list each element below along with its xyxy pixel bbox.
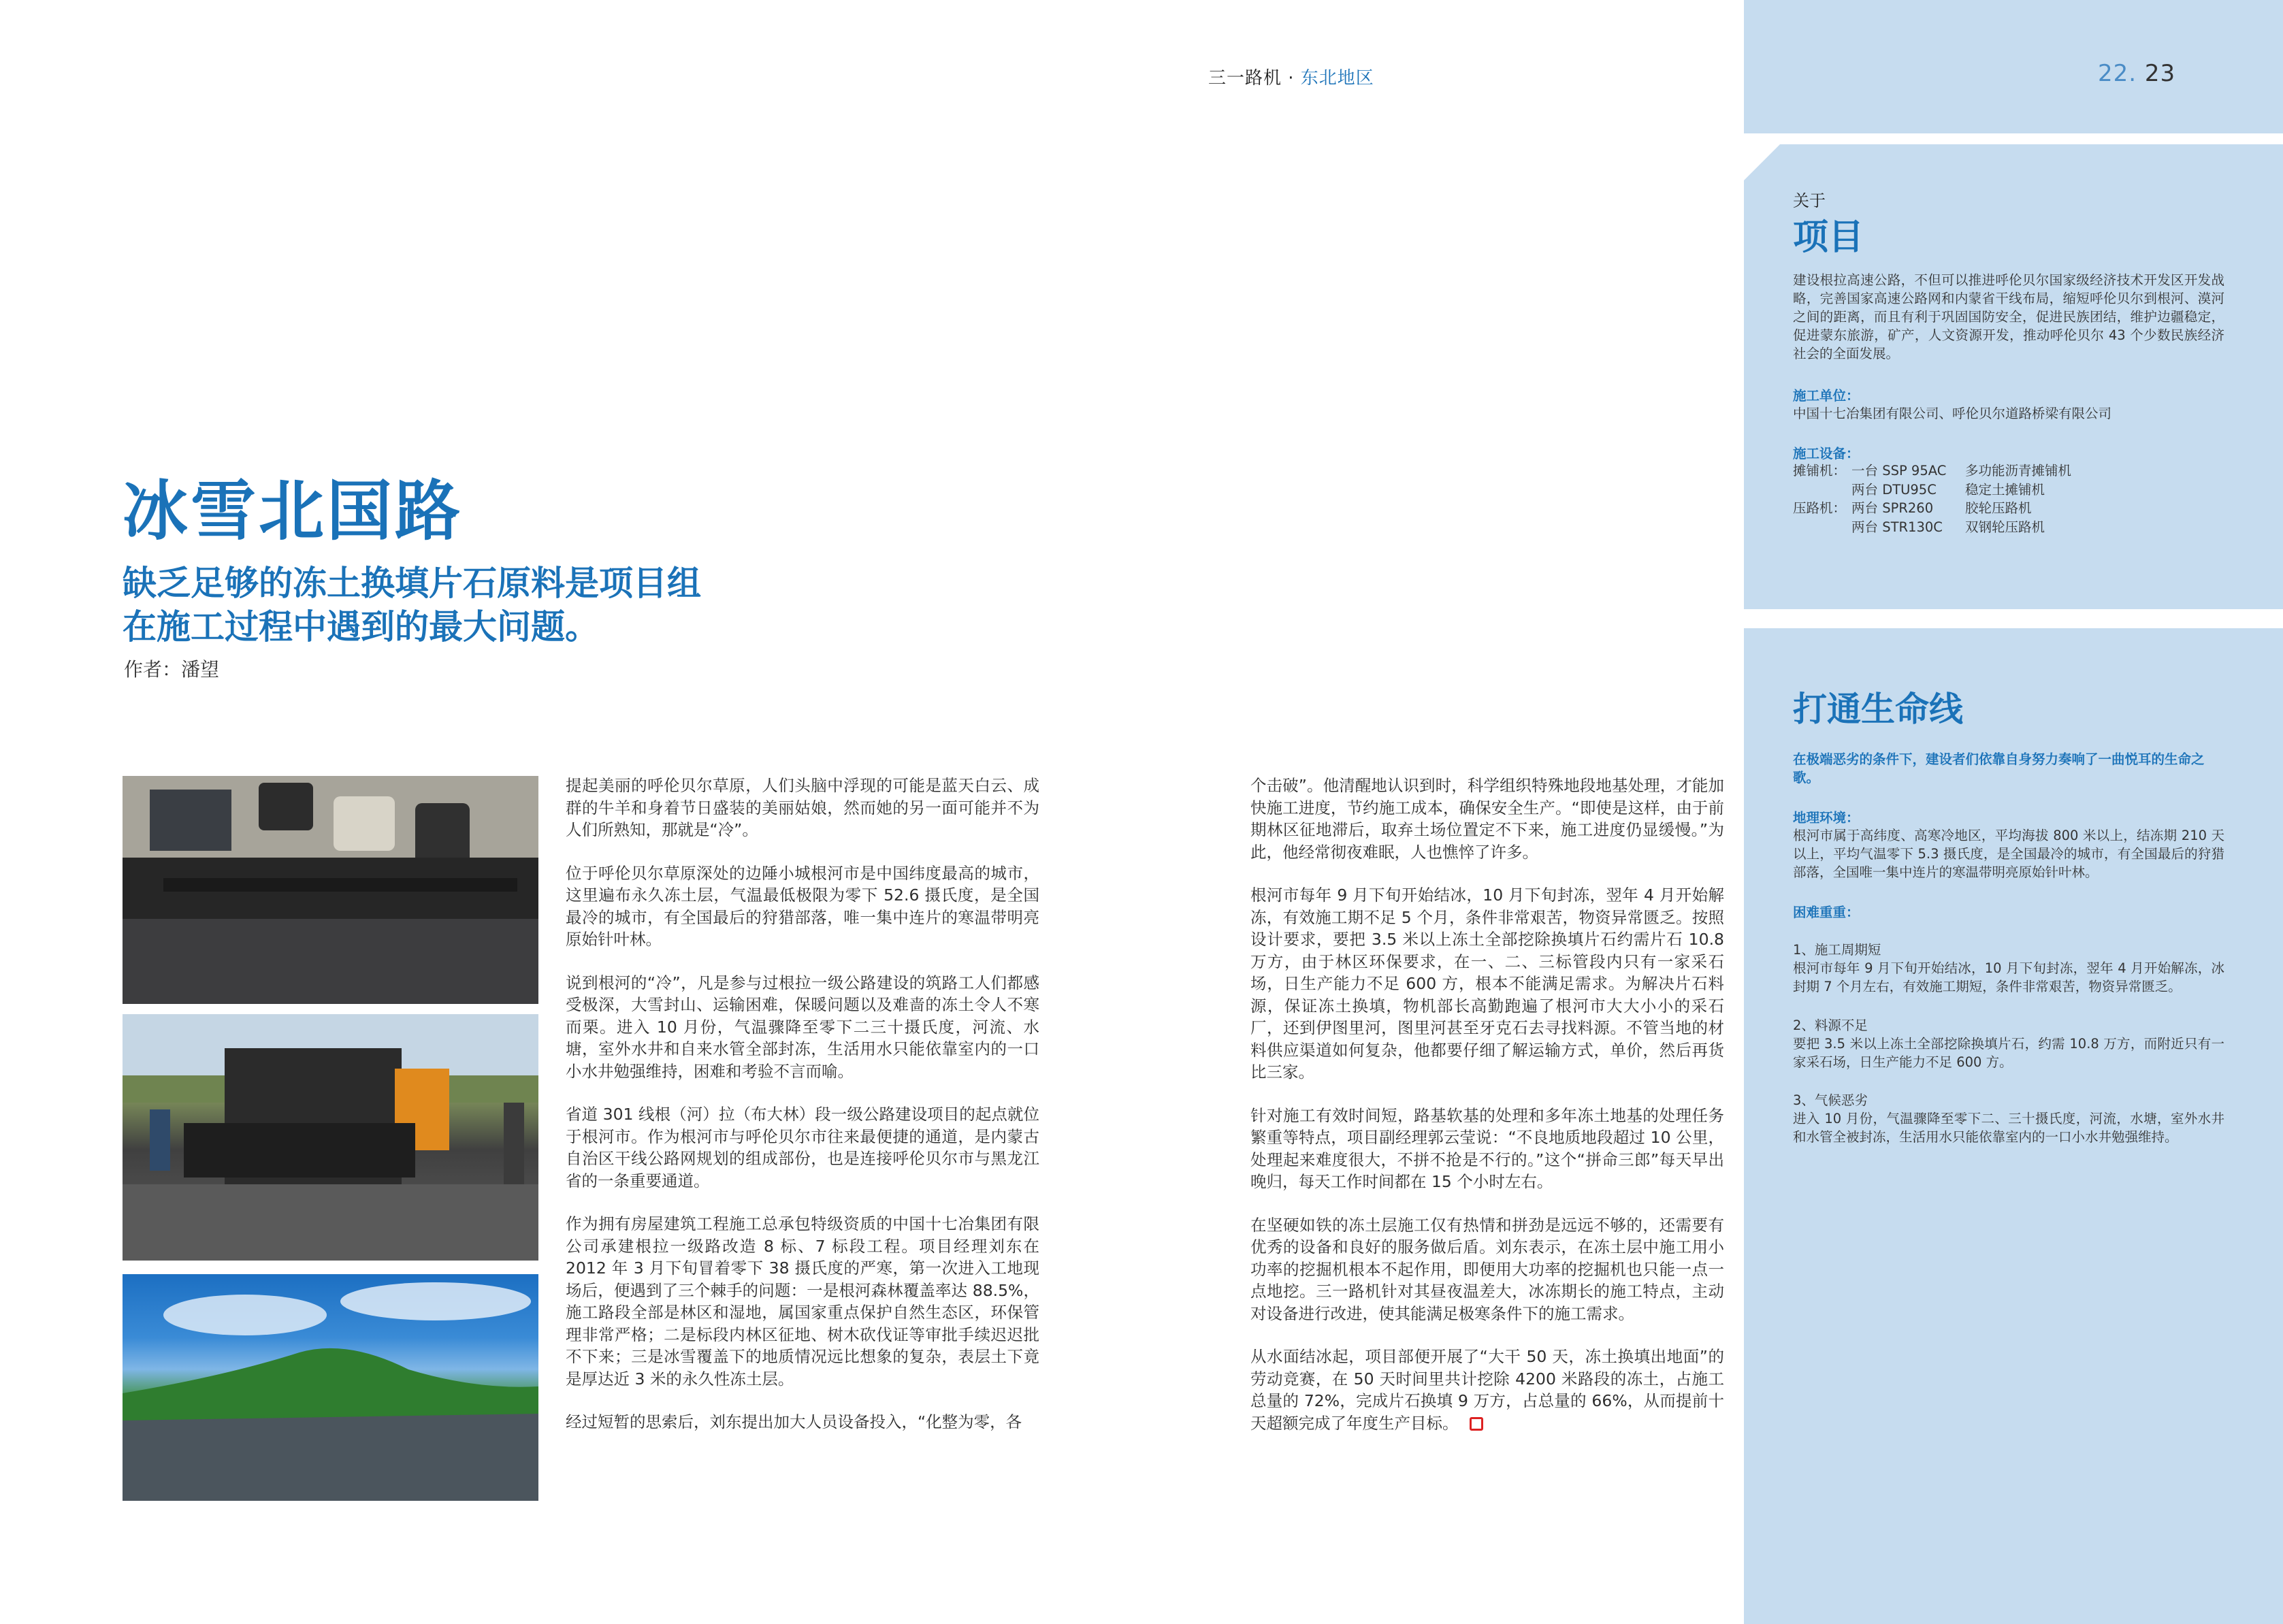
paragraph: 位于呼伦贝尔草原深处的边陲小城根河市是中国纬度最高的城市，这里遍布永久冻土层，气温最低极限为零下 52.6 摄氏度，是全国最冷的城市，有全国最后的狩猎部落，唯一集中连片的寒温带明亮原始针叶林。 [566, 863, 1039, 949]
article-title: 冰雪北国路 [123, 473, 463, 549]
end-mark-icon [1470, 1417, 1483, 1431]
equipment-models [1851, 461, 1946, 536]
paragraph: 作为拥有房屋建筑工程施工总承包特级资质的中国十七冶集团有限公司承建根拉一级路改造 8 标、7 标段工程。项目经理刘东在 2012 年 3 月下旬冒着零下 38 摄氏度的严寒，第一次进入工地现场后，便遇到了三个棘手的问题：一是根河森林覆盖率达 88.5%，施工路段全部是林区和湿地，属国家重点保护自然生态区，环保管理非常严格；二是标段内林区征地、树木砍伐证等审批手续迟迟批不下来；三是冰雪覆盖下的地质情况远比想象的复杂，表层土下竟是厚达近 3 米的永久性冻土层。 [566, 1214, 1039, 1388]
equipment-category: 摊铺机： [1793, 463, 1847, 478]
geo-label: 地理环境： [1793, 810, 1860, 826]
page-number-left: 22. [2098, 60, 2137, 87]
equipment-label: 施工设备： [1793, 446, 1860, 461]
equipment-model: 一台 SSP 95AC [1851, 463, 1947, 478]
paragraph: 说到根河的“冷”，凡是参与过根拉一级公路建设的筑路工人们都感受极深，大雪封山、运输困难，保暖问题以及难啬的冻土令人不寒而栗。进入 10 月份，气温骤降至零下二三十摄氏度，河流、水塘，室外水井和自来水管全部封冻，生活用水只能依靠室内的一口小水井勉强维持，困难和考验不言而喻。 [566, 973, 1039, 1081]
panel-notch [1743, 144, 1780, 181]
difficulty-1-text: 根河市每年 9 月下旬开始结冰，10 月下旬封冻，翌年 4 月开始解冻，冰封期 7 个月左右，有效施工期短，条件非常艰苦，物资异常匮乏。 [1793, 960, 2224, 994]
page-number-right: 23 [2144, 60, 2176, 87]
difficulty-label: 困难重重： [1793, 905, 1860, 920]
contractor-text: 中国十七冶集团有限公司、呼伦贝尔道路桥梁有限公司 [1793, 406, 2112, 421]
sidebar-top-strip [1744, 0, 2283, 133]
photo-grassland-road [123, 1274, 538, 1501]
difficulty-2-text: 要把 3.5 米以上冻土全部挖除换填片石，约需 10.8 万方，而附近只有一家采石场，日生产能力不足 600 方。 [1793, 1036, 2224, 1070]
difficulty-3-title: 3、气候恶劣 [1793, 1092, 1868, 1108]
body-column-2 [1250, 775, 1724, 1455]
difficulty-1-title: 1、施工周期短 [1793, 942, 1881, 958]
lifeline-lead: 在极端恶劣的条件下，建设者们依靠自身努力奏响了一曲悦耳的生命之歌。 [1793, 751, 2205, 785]
equipment-descriptions [1965, 461, 2071, 536]
equipment-categories [1793, 461, 1846, 536]
sidebar-about-text: 建设根拉高速公路，不但可以推进呼伦贝尔国家级经济技术开发区开发战略，完善国家高速公路网和内蒙省干线布局，缩短呼伦贝尔到根河、漠河之间的距离，而且有利于巩固国防安全，促进民族团结，维护边疆稳定，促进蒙东旅游，矿产，人文资源开发，推动呼伦贝尔 43 个少数民族经济社会的全面发展。 [1793, 272, 2224, 361]
paragraph: 个击破”。他清醒地认识到时，科学组织特殊地段地基处理，才能加快施工进度，节约施工成本，确保安全生产。“即使是这样，由于前期林区征地滞后，取弃土场位置定不下来，施工进度仍显缓慢。”为此，他经常彻夜难眠，人也憔悴了许多。 [1250, 776, 1724, 862]
equipment-desc: 胶轮压路机 [1965, 500, 2032, 516]
equipment-desc: 多功能沥青摊铺机 [1965, 463, 2072, 478]
body-column-1 [566, 775, 1039, 1455]
paragraph-last [1250, 1346, 1724, 1434]
difficulty-3-text: 进入 10 月份，气温骤降至零下二、三十摄氏度，河流，水塘，室外水井和水管全被封冻，生活用水只能依靠室内的一口小水井勉强维持。 [1793, 1111, 2224, 1145]
equipment-model: 两台 SPR260 [1851, 500, 1934, 516]
paragraph: 在坚硬如铁的冻土层施工仅有热情和拼劲是远远不够的，还需要有优秀的设备和良好的服务做后盾。刘东表示，在冻土层中施工用小功率的挖掘机根本不起作用，即便用大功率的挖掘机也只能一点一点地挖。三一路机针对其昼夜温差大，冰冻期长的施工特点，主动对设备进行改进，使其能满足极寒条件下的施工需求。 [1250, 1215, 1724, 1323]
equipment-model: 两台 DTU95C [1851, 481, 1937, 498]
article-author: 作者：潘望 [124, 658, 220, 681]
sidebar-about-kicker: 关于 [1793, 191, 1826, 210]
equipment-model: 两台 STR130C [1851, 519, 1943, 535]
difficulty-2-title: 2、料源不足 [1793, 1018, 1868, 1033]
sidebar-about-title: 项目 [1793, 217, 1864, 258]
photo-paver-workers [123, 1014, 538, 1261]
paragraph-text: 从水面结冰起，项目部便开展了“大干 50 天，冻土换填出地面”的劳动竞赛，在 50 天时间里共计挖除 4200 米路段的冻土，占施工总量的 72%，完成片石换填 9 万方，占总量的 66%，从而提前十天超额完成了年度生产目标。 [1250, 1347, 1724, 1433]
equipment-desc: 双钢轮压路机 [1965, 519, 2045, 535]
article-subtitle [123, 562, 762, 649]
paragraph: 针对施工有效时间短，路基软基的处理和多年冻土地基的处理任务繁重等特点，项目副经理郭云莹说：“不良地质地段超过 10 公里，处理起来难度很大，不拼不抢是不行的。”这个“拼命三郎”每天早出晚归，每天工作时间都在 15 个小时左右。 [1250, 1105, 1724, 1191]
running-head [1208, 64, 1374, 89]
paragraph: 经过短暂的思索后，刘东提出加大人员设备投入，“化整为零，各 [566, 1412, 1022, 1431]
section-region: 东北地区 [1300, 68, 1374, 88]
photo-paver-closeup [123, 776, 538, 1004]
page-numbers [2098, 60, 2175, 87]
geo-text: 根河市属于高纬度、高寒冷地区，平均海拔 800 米以上，结冻期 210 天以上，平均气温零下 5.3 摄氏度，是全国最冷的城市，有全国最后的狩猎部落，全国唯一集中连片的寒温带明亮原始针叶林。 [1793, 828, 2224, 880]
paragraph: 省道 301 线根（河）拉（布大林）段一级公路建设项目的起点就位于根河市。作为根河市与呼伦贝尔市往来最便捷的通道，是内蒙古自治区干线公路网规划的组成部份，也是连接呼伦贝尔市与黑龙江省的一条重要通道。 [566, 1105, 1039, 1190]
section-prefix: 三一路机 · [1208, 68, 1301, 88]
paragraph: 提起美丽的呼伦贝尔草原，人们头脑中浮现的可能是蓝天白云、成群的牛羊和身着节日盛装的美丽姑娘，然而她的另一面可能并不为人们所熟知，那就是“冷”。 [566, 776, 1039, 839]
lifeline-title: 打通生命线 [1793, 689, 1963, 729]
subtitle-line-1: 缺乏足够的冻土换填片石原料是项目组 [123, 564, 701, 603]
paragraph: 根河市每年 9 月下旬开始结冰，10 月下旬封冻，翌年 4 月开始解冻，有效施工期不足 5 个月，条件非常艰苦，物资异常匮乏。按照设计要求，要把 3.5 米以上冻土全部挖除换填片石约需片石 10.8 万方，由于林区环保要求，在一、二、三标管段内只有一家采石场，日生产能力不足 600 方，根本不能满足需求。为解决片石料源，保证冻土换填，物机部长高勤跑遍了根河市大大小小的采石厂，还到伊图里河，图里河甚至牙克石去寻找料源。不管当地的材料供应渠道如何复杂，他都要仔细了解运输方式，单价，然后再货比三家。 [1250, 886, 1724, 1082]
equipment-category [1793, 518, 1846, 537]
equipment-category: 压路机： [1793, 500, 1847, 516]
contractor-label: 施工单位： [1793, 388, 1860, 404]
equipment-category [1793, 481, 1846, 500]
subtitle-line-2: 在施工过程中遇到的最大问题。 [123, 607, 599, 647]
equipment-desc: 稳定土摊铺机 [1965, 481, 2045, 498]
